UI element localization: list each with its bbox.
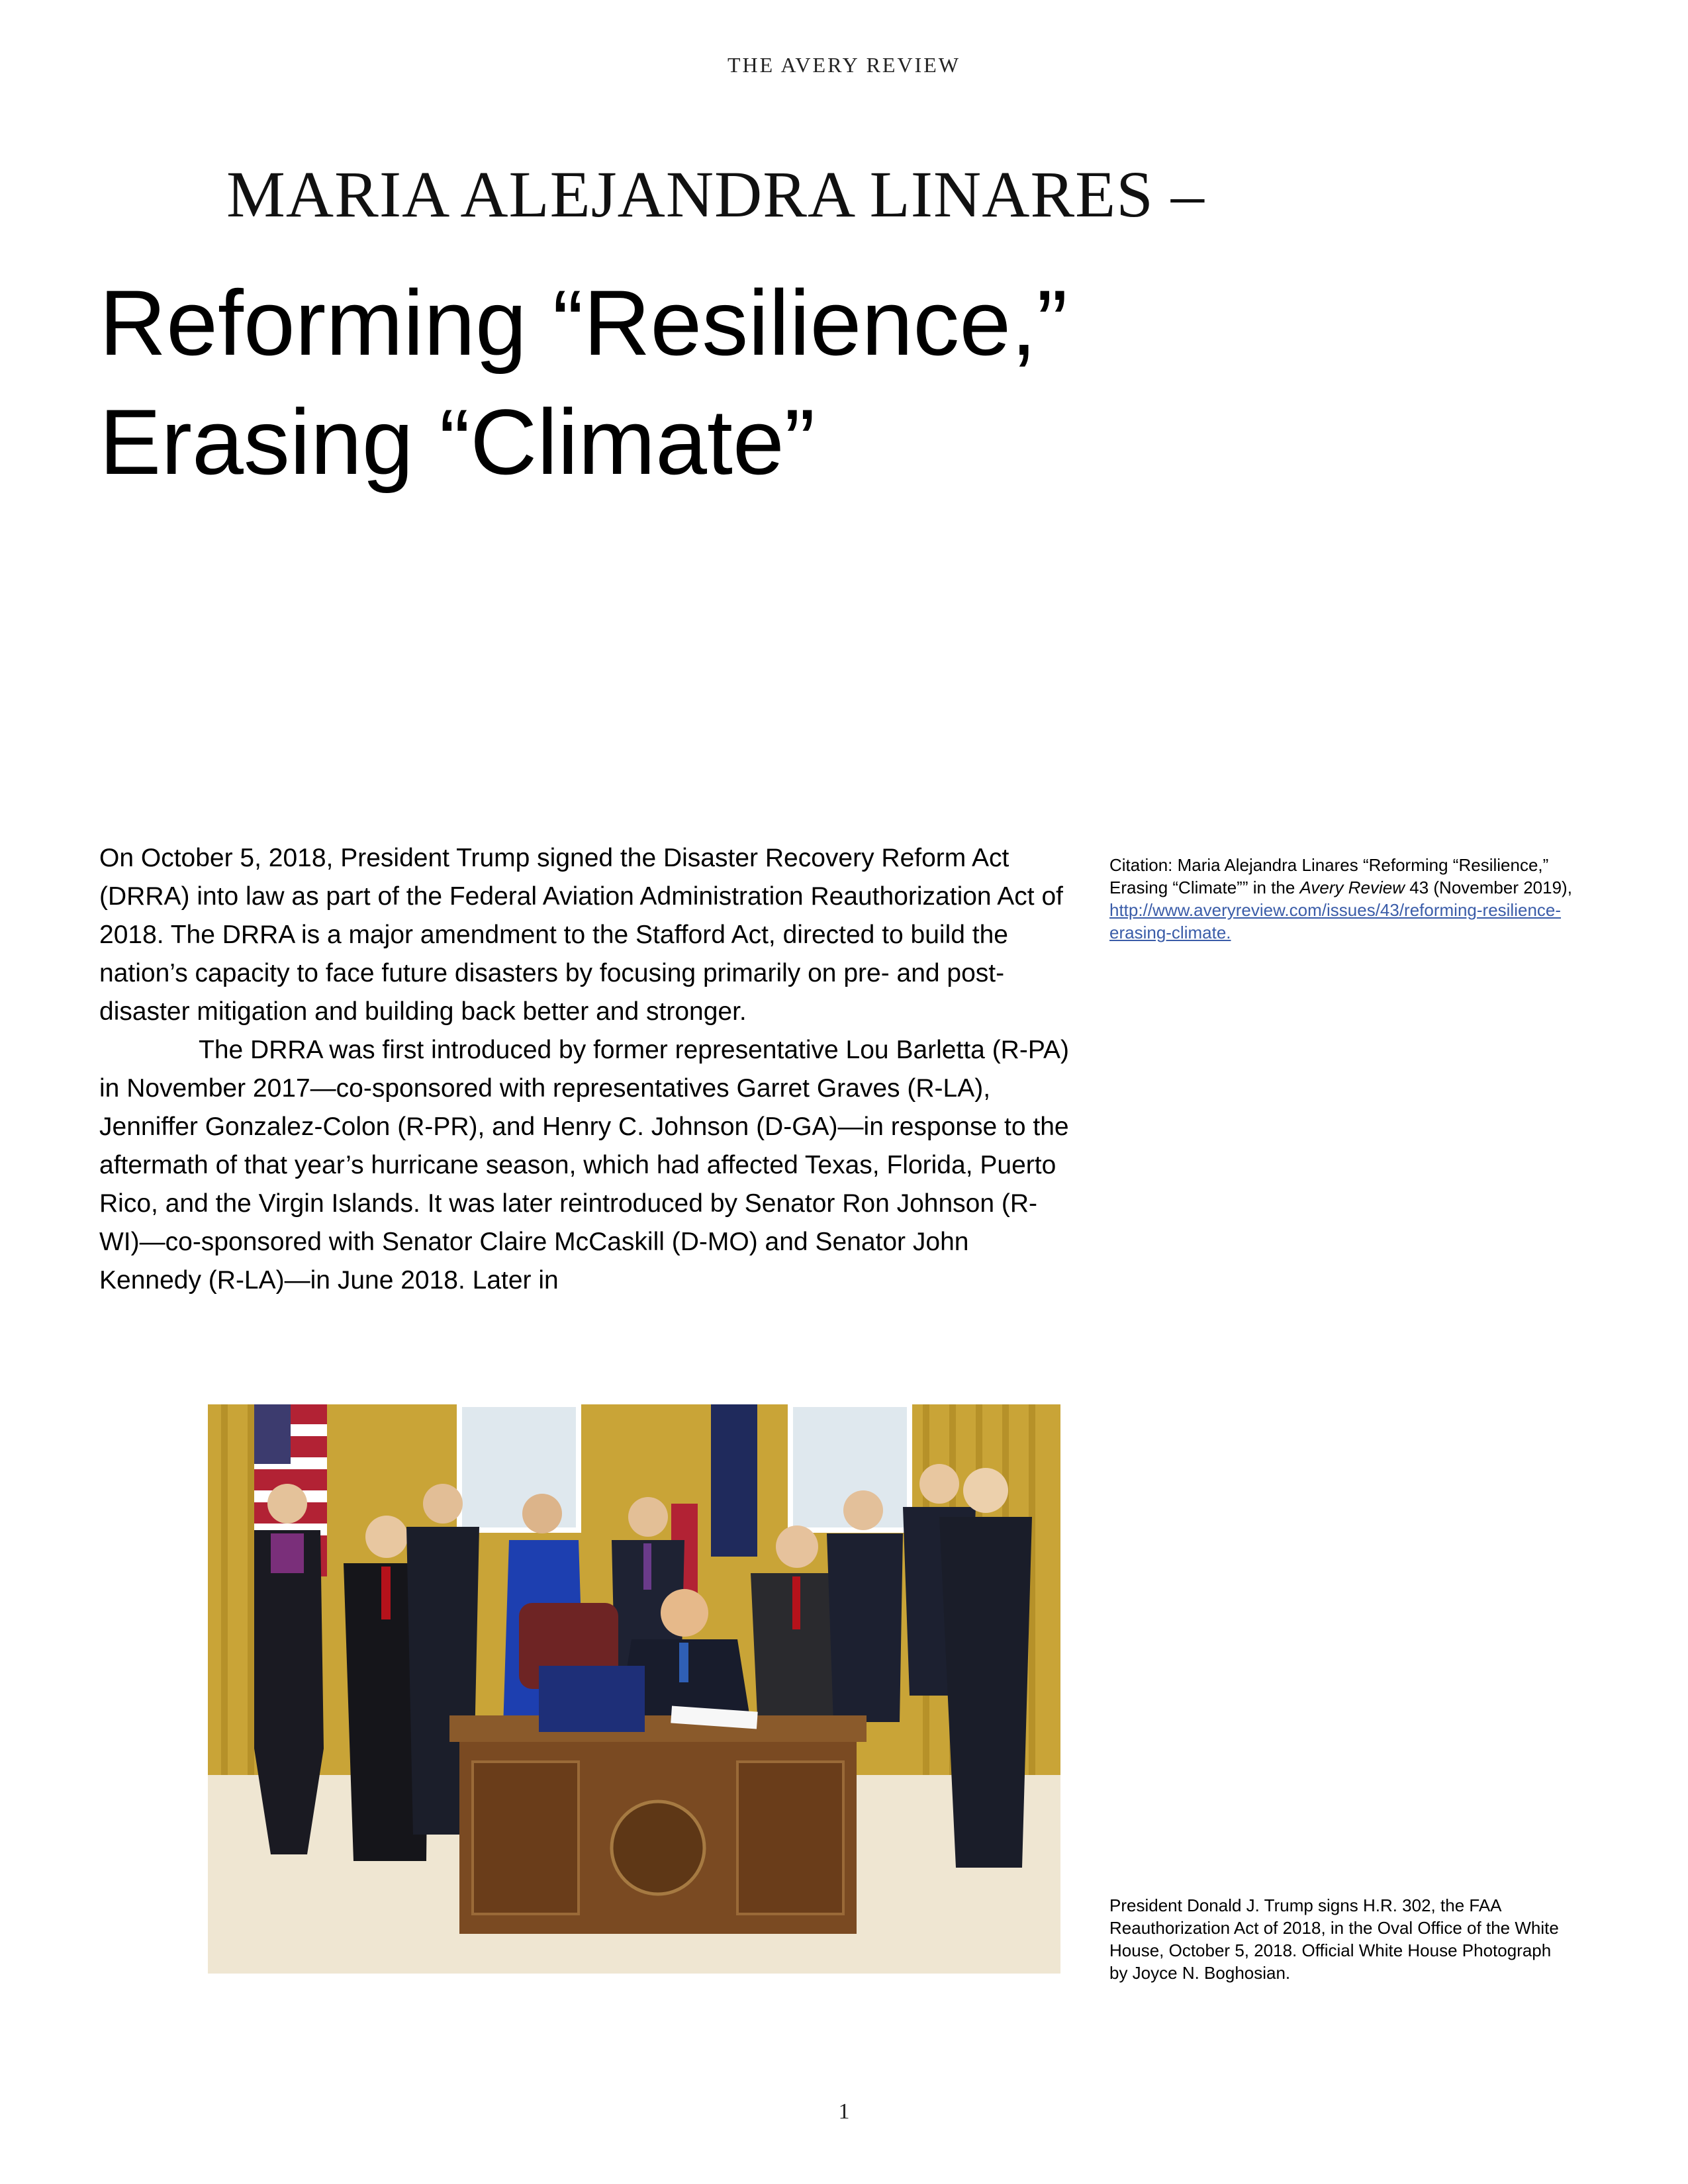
photo-illustration — [208, 1404, 1060, 1974]
citation-journal: Avery Review — [1299, 878, 1405, 897]
author-name: MARIA ALEJANDRA LINARES – — [226, 158, 1205, 231]
citation-prefix: Citation: Maria Alejandra Linares “Reforming “Resilience,” Erasing “Climate”” in the — [1109, 855, 1549, 897]
body-paragraph-2: The DRRA was first introduced by former representative Lou Barletta (R-PA) in November 2017—co-sponsored with representatives Garret Graves (R-LA), Jenniffer Gonzalez-Colon (R-PR), and Henry C. Johnson (D-GA)—in response to the aftermath of that year’s hurricane season, which had affected Texas, Florida, Puerto Rico, and the Virgin Islands. It was later reintroduced by Senator Ron Johnson (R-WI)—co-sponsored with Senator Claire McCaskill (D-MO) and Senator John Kennedy (R-LA)—in June 2018. Later in — [99, 1036, 1069, 1295]
publication-header: THE AVERY REVIEW — [727, 53, 961, 77]
article-photo — [208, 1404, 1060, 1974]
presidential-flag — [711, 1404, 757, 1557]
citation-link[interactable]: http://www.averyreview.com/issues/43/reforming-resilience-erasing-climate. — [1109, 900, 1562, 942]
article-body — [99, 839, 1072, 1300]
page-number: 1 — [838, 2099, 850, 2124]
title-line-2: Erasing “Climate” — [99, 390, 816, 494]
title-line-1: Reforming “Resilience,” — [99, 271, 1068, 375]
bill-binder — [539, 1666, 645, 1732]
photo-caption: President Donald J. Trump signs H.R. 302, the FAA Reauthorization Act of 2018, in the Oval Office of the White House, October 5, 2018. Official White House Photograph by Joyce N. Boghosian. — [1109, 1895, 1559, 1983]
article-title — [99, 263, 1291, 502]
body-paragraph-1: On October 5, 2018, President Trump signed the Disaster Recovery Reform Act (DRRA) into law as part of the Federal Aviation Administration Reauthorization Act of 2018. The DRRA is a major amendment to the Stafford Act, directed to build the nation’s capacity to face future disasters by focusing primarily on pre- and post-disaster mitigation and building back better and stronger. — [99, 844, 1064, 1026]
citation-issue: 43 (November 2019), — [1405, 878, 1572, 897]
citation-note — [1109, 854, 1573, 944]
resolute-desk — [449, 1715, 867, 1934]
